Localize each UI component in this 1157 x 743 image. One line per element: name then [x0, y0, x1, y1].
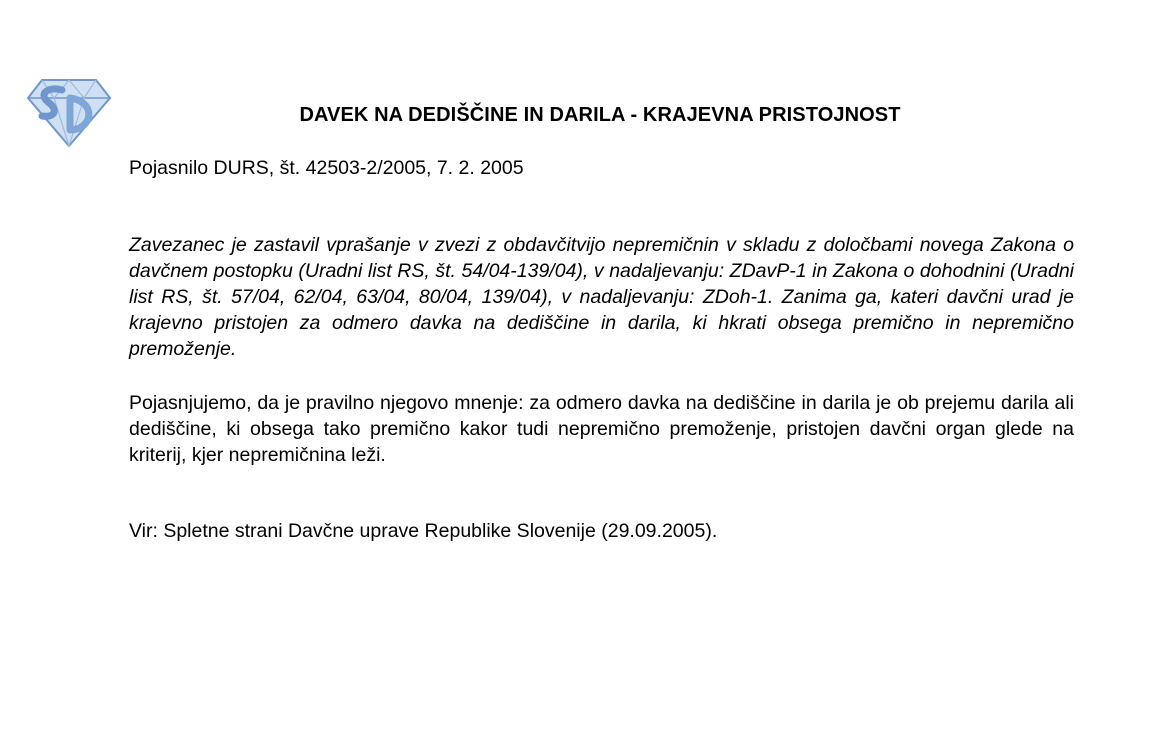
- document-reference: Pojasnilo DURS, št. 42503-2/2005, 7. 2. 2005: [129, 157, 524, 179]
- question-paragraph: Zavezanec je zastavil vprašanje v zvezi z obdavčitvijo nepremičnin v skladu z določbami novega Zakona o davčnem postopku (Uradni list RS, št. 54/04-139/04), v nadaljevanju: ZDavP-1 in Zakona o dohodnini (Uradni list RS, št. 57/04, 62/04, 63/04, 80/04, 139/04), v nadaljevanju: ZDoh-1. Zanima ga, kateri davčni urad je krajevno pristojen za odmero davka na dediščine in darila, ki hkrati obsega premično in nepremično premoženje.: [129, 234, 1074, 360]
- document-title: DAVEK NA DEDIŠČINE IN DARILA - KRAJEVNA PRISTOJNOST: [299, 104, 901, 126]
- source-note: Vir: Spletne strani Davčne uprave Republike Slovenije (29.09.2005).: [129, 520, 718, 542]
- answer-paragraph: Pojasnjujemo, da je pravilno njegovo mnenje: za odmero davka na dediščine in darila je ob prejemu darila ali dediščine, ki obsega tako premično kakor tudi nepremično premoženje, pristojen davčni organ glede na kriterij, kjer nepremičnina leži.: [129, 392, 1074, 466]
